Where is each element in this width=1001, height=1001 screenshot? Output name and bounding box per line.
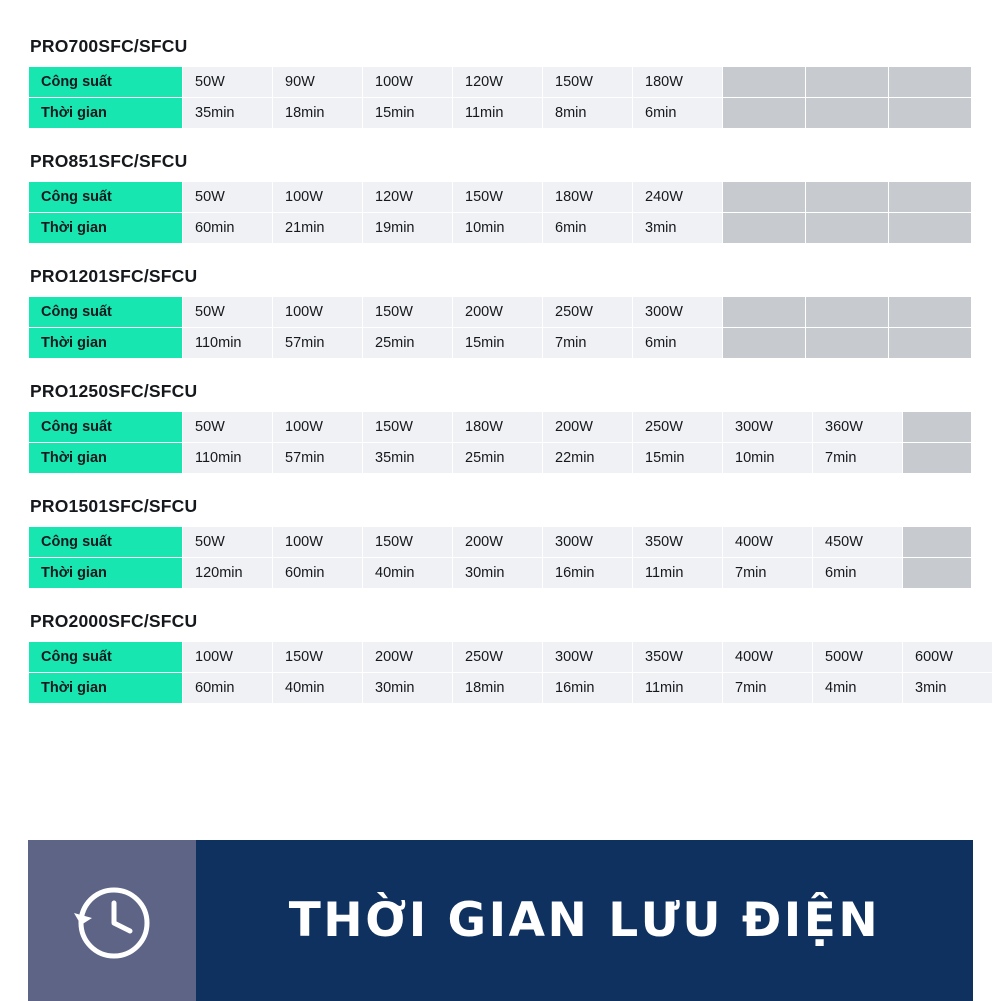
- cell-power: 200W: [363, 642, 453, 673]
- table-row: [29, 642, 993, 673]
- cell-power: 300W: [633, 297, 723, 328]
- cell-power: 500W: [813, 642, 903, 673]
- cell-time: 7min: [723, 558, 813, 589]
- cell-time: 7min: [813, 443, 903, 474]
- cell-time: 16min: [543, 558, 633, 589]
- cell-time: 40min: [363, 558, 453, 589]
- spec-table: [28, 66, 972, 129]
- cell-power: 100W: [273, 297, 363, 328]
- cell-empty: [723, 297, 806, 328]
- cell-time: 6min: [633, 328, 723, 359]
- cell-power: 150W: [273, 642, 363, 673]
- cell-empty: [903, 558, 972, 589]
- cell-power: 600W: [903, 642, 993, 673]
- row-label-power: Công suất: [29, 67, 183, 98]
- model-block: [28, 151, 973, 244]
- cell-time: 7min: [723, 673, 813, 704]
- cell-power: 400W: [723, 642, 813, 673]
- table-row: [29, 527, 972, 558]
- spec-table: [28, 641, 993, 704]
- table-row: [29, 558, 972, 589]
- cell-empty: [806, 67, 889, 98]
- cell-power: 350W: [633, 527, 723, 558]
- model-title: PRO1201SFC/SFCU: [30, 266, 198, 286]
- table-row: [29, 443, 972, 474]
- cell-time: 60min: [183, 213, 273, 244]
- table-row: [29, 98, 972, 129]
- cell-time: 120min: [183, 558, 273, 589]
- model-block: [28, 266, 973, 359]
- cell-time: 57min: [273, 328, 363, 359]
- table-row: [29, 213, 972, 244]
- cell-power: 300W: [543, 527, 633, 558]
- model-title: PRO1501SFC/SFCU: [30, 496, 198, 516]
- cell-time: 8min: [543, 98, 633, 129]
- cell-time: 15min: [453, 328, 543, 359]
- table-row: [29, 328, 972, 359]
- cell-power: 200W: [453, 297, 543, 328]
- cell-time: 11min: [633, 673, 723, 704]
- cell-empty: [806, 297, 889, 328]
- row-label-time: Thời gian: [29, 558, 183, 589]
- row-label-time: Thời gian: [29, 673, 183, 704]
- cell-empty: [889, 328, 972, 359]
- row-label-power: Công suất: [29, 412, 183, 443]
- cell-power: 180W: [453, 412, 543, 443]
- spec-table: [28, 296, 972, 359]
- row-label-time: Thời gian: [29, 328, 183, 359]
- banner-icon-panel: [28, 840, 196, 1001]
- cell-power: 120W: [453, 67, 543, 98]
- cell-power: 50W: [183, 67, 273, 98]
- cell-power: 400W: [723, 527, 813, 558]
- table-row: [29, 297, 972, 328]
- cell-time: 25min: [363, 328, 453, 359]
- cell-empty: [806, 182, 889, 213]
- cell-power: 100W: [273, 412, 363, 443]
- cell-time: 11min: [633, 558, 723, 589]
- cell-empty: [723, 328, 806, 359]
- cell-power: 300W: [543, 642, 633, 673]
- cell-empty: [723, 98, 806, 129]
- bottom-banner: [28, 840, 973, 1001]
- cell-power: 150W: [543, 67, 633, 98]
- cell-time: 35min: [363, 443, 453, 474]
- cell-empty: [723, 67, 806, 98]
- cell-power: 150W: [363, 412, 453, 443]
- cell-power: 200W: [453, 527, 543, 558]
- model-block: [28, 381, 973, 474]
- cell-empty: [889, 182, 972, 213]
- cell-power: 180W: [543, 182, 633, 213]
- clock-rewind-icon: [64, 873, 160, 969]
- cell-empty: [889, 297, 972, 328]
- cell-power: 50W: [183, 527, 273, 558]
- spec-table: [28, 526, 972, 589]
- cell-power: 150W: [363, 527, 453, 558]
- cell-power: 150W: [363, 297, 453, 328]
- cell-power: 250W: [543, 297, 633, 328]
- row-label-time: Thời gian: [29, 98, 183, 129]
- cell-power: 250W: [633, 412, 723, 443]
- cell-time: 3min: [633, 213, 723, 244]
- cell-power: 50W: [183, 297, 273, 328]
- cell-power: 200W: [543, 412, 633, 443]
- cell-power: 90W: [273, 67, 363, 98]
- cell-power: 100W: [363, 67, 453, 98]
- cell-power: 150W: [453, 182, 543, 213]
- cell-time: 3min: [903, 673, 993, 704]
- cell-time: 18min: [453, 673, 543, 704]
- cell-time: 11min: [453, 98, 543, 129]
- model-title: PRO700SFC/SFCU: [30, 36, 188, 56]
- model-title: PRO1250SFC/SFCU: [30, 381, 198, 401]
- cell-power: 350W: [633, 642, 723, 673]
- cell-power: 50W: [183, 182, 273, 213]
- spec-table: [28, 411, 972, 474]
- cell-power: 360W: [813, 412, 903, 443]
- cell-time: 60min: [273, 558, 363, 589]
- cell-empty: [806, 328, 889, 359]
- table-row: [29, 673, 993, 704]
- row-label-power: Công suất: [29, 182, 183, 213]
- cell-time: 60min: [183, 673, 273, 704]
- cell-empty: [889, 98, 972, 129]
- cell-power: 50W: [183, 412, 273, 443]
- model-title: PRO851SFC/SFCU: [30, 151, 188, 171]
- row-label-power: Công suất: [29, 642, 183, 673]
- row-label-power: Công suất: [29, 527, 183, 558]
- cell-power: 300W: [723, 412, 813, 443]
- cell-time: 19min: [363, 213, 453, 244]
- cell-empty: [889, 213, 972, 244]
- cell-time: 57min: [273, 443, 363, 474]
- banner-title: THỜI GIAN LƯU ĐIỆN: [288, 893, 881, 948]
- cell-time: 110min: [183, 328, 273, 359]
- spec-table: [28, 181, 972, 244]
- cell-empty: [806, 98, 889, 129]
- cell-time: 6min: [633, 98, 723, 129]
- table-row: [29, 182, 972, 213]
- row-label-time: Thời gian: [29, 213, 183, 244]
- cell-empty: [903, 412, 972, 443]
- cell-time: 35min: [183, 98, 273, 129]
- cell-time: 40min: [273, 673, 363, 704]
- cell-time: 10min: [453, 213, 543, 244]
- model-title: PRO2000SFC/SFCU: [30, 611, 198, 631]
- table-row: [29, 412, 972, 443]
- cell-empty: [889, 67, 972, 98]
- cell-time: 30min: [453, 558, 543, 589]
- cell-time: 15min: [363, 98, 453, 129]
- cell-empty: [903, 443, 972, 474]
- model-block: [28, 36, 973, 129]
- cell-time: 110min: [183, 443, 273, 474]
- cell-power: 100W: [183, 642, 273, 673]
- cell-power: 120W: [363, 182, 453, 213]
- cell-power: 240W: [633, 182, 723, 213]
- cell-time: 6min: [813, 558, 903, 589]
- row-label-time: Thời gian: [29, 443, 183, 474]
- cell-empty: [806, 213, 889, 244]
- banner-title-panel: [196, 840, 973, 1001]
- cell-power: 100W: [273, 527, 363, 558]
- cell-time: 7min: [543, 328, 633, 359]
- model-block: [28, 611, 973, 704]
- cell-time: 16min: [543, 673, 633, 704]
- cell-time: 6min: [543, 213, 633, 244]
- cell-power: 180W: [633, 67, 723, 98]
- cell-time: 30min: [363, 673, 453, 704]
- cell-time: 25min: [453, 443, 543, 474]
- cell-time: 4min: [813, 673, 903, 704]
- cell-time: 21min: [273, 213, 363, 244]
- cell-empty: [723, 182, 806, 213]
- cell-power: 450W: [813, 527, 903, 558]
- row-label-power: Công suất: [29, 297, 183, 328]
- model-block: [28, 496, 973, 589]
- cell-power: 250W: [453, 642, 543, 673]
- cell-time: 18min: [273, 98, 363, 129]
- table-row: [29, 67, 972, 98]
- cell-empty: [903, 527, 972, 558]
- cell-empty: [723, 213, 806, 244]
- cell-time: 15min: [633, 443, 723, 474]
- cell-time: 10min: [723, 443, 813, 474]
- cell-power: 100W: [273, 182, 363, 213]
- cell-time: 22min: [543, 443, 633, 474]
